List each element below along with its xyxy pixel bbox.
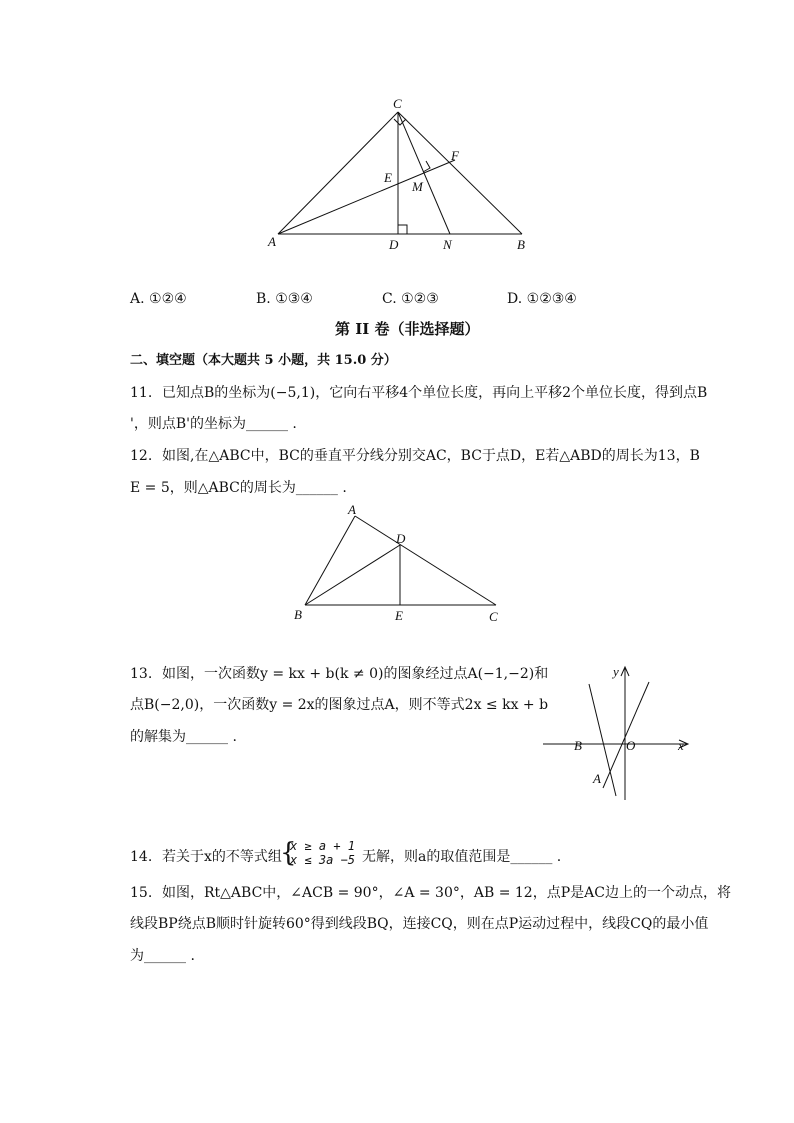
q11-number: 11. [130, 385, 153, 401]
label-b: B [294, 607, 302, 622]
q14-inequality-1: x ≥ a + 1 [290, 839, 356, 853]
label-c: C [489, 609, 498, 624]
segment-af [278, 160, 455, 234]
label-a: A [268, 234, 276, 249]
right-angle-c [394, 119, 406, 125]
q13-line2: 点B(−2,0)，一次函数y = 2x的图象过点A，则不等式2x ≤ kx + b [130, 697, 549, 713]
segment-cn [398, 112, 450, 234]
q14-number: 14. [130, 849, 153, 865]
segment-ac [278, 112, 398, 234]
q13-line1: 如图，一次函数y = kx + b(k ≠ 0)的图象经过点A(−1,−2)和 [162, 666, 549, 682]
choice-a[interactable]: A. ①②④ [130, 291, 187, 307]
q15-number: 15. [130, 885, 153, 901]
segment-ab [305, 516, 355, 605]
q15-line1: 如图，Rt△ABC中，∠ACB = 90°，∠A = 30°，AB = 12，点P是AC边上的一个动点，将 [162, 885, 731, 901]
label-b: B [574, 738, 582, 753]
label-e: E [384, 170, 392, 185]
q13-number: 13. [130, 666, 153, 682]
q15-line3: 为______ . [130, 948, 195, 964]
label-a: A [348, 502, 356, 517]
label-c: C [393, 96, 402, 111]
choice-d[interactable]: D. ①②③④ [507, 291, 577, 307]
q11-line1: 已知点B的坐标为(−5,1)，它向右平移4个单位长度，再向上平移2个单位长度，得到点B [162, 385, 708, 401]
line-y-2x [603, 682, 649, 788]
figure-1-triangle [260, 92, 540, 257]
q14-inequality-2: x ≤ 3a −5 [290, 853, 356, 867]
q15-line2: 线段BP绕点B顺时针旋转60°得到线段BQ，连接CQ，则在点P运动过程中，线段CQ的最小值 [130, 916, 709, 932]
q12-line1: 如图,在△ABC中，BC的垂直平分线分别交AC，BC于点D，E若△ABD的周长为13，B [162, 448, 700, 464]
figure-2-triangle [288, 500, 510, 628]
q14-brace: { [280, 838, 297, 868]
label-e: E [395, 608, 403, 623]
right-angle-d [398, 225, 407, 234]
q12-number: 12. [130, 448, 153, 464]
part2-title: 第 II 卷（非选择题） [335, 320, 480, 338]
label-d: D [396, 531, 406, 546]
choice-b[interactable]: B. ①③④ [256, 291, 313, 307]
choice-c[interactable]: C. ①②③ [382, 291, 439, 307]
q12-line2: E = 5，则△ABC的周长为______ . [130, 480, 347, 496]
label-a: A [593, 771, 601, 786]
label-x: x [678, 738, 684, 753]
label-f: F [451, 148, 459, 163]
label-d: D [389, 237, 399, 252]
label-n: N [443, 237, 452, 252]
q13-line3: 的解集为______ . [130, 729, 237, 745]
label-y: y [613, 664, 619, 679]
label-m: M [412, 179, 423, 194]
section-title: 二、填空题（本大题共 5 小题，共 15.0 分） [130, 353, 397, 368]
q14-suffix: 无解，则a的取值范围是______ . [362, 849, 562, 865]
label-o: O [626, 738, 636, 753]
q14-prefix: 若关于x的不等式组 [162, 849, 282, 865]
segment-cb [398, 112, 522, 234]
segment-bd [305, 545, 400, 605]
figure-3-graph [540, 662, 695, 804]
q11-line2: '，则点B'的坐标为______ . [130, 416, 297, 432]
label-b: B [517, 237, 525, 252]
